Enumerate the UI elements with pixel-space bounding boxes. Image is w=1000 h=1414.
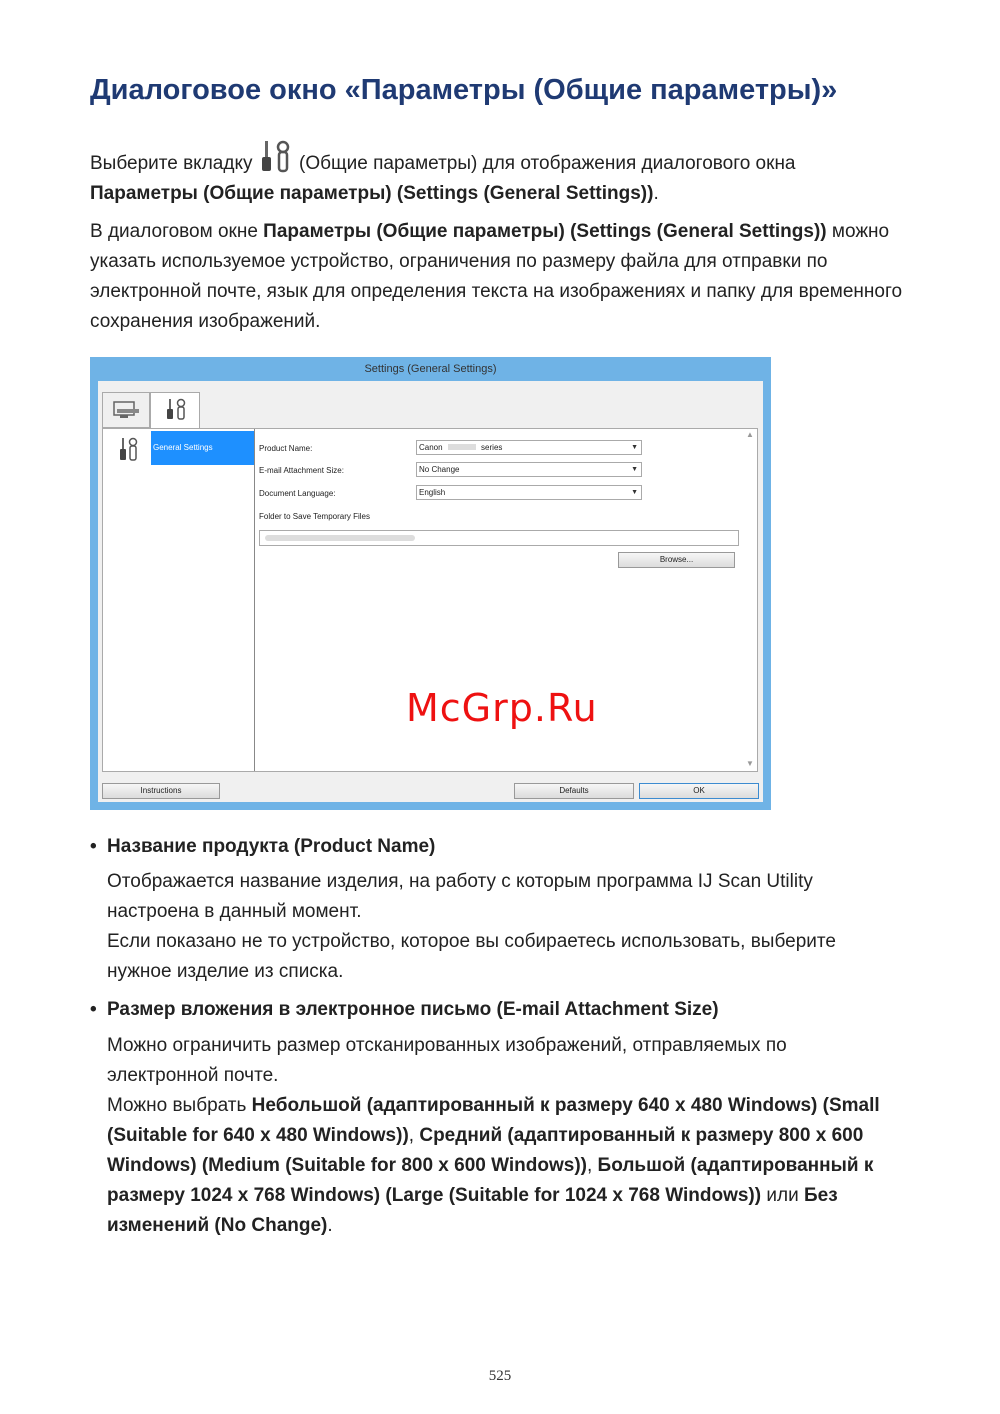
description-paragraph [90,217,910,337]
intro-text-a: Выберите вкладку [90,153,253,174]
product-name-value-a: Canon [419,443,443,452]
settings-dialog [90,357,771,810]
intro-text-b: (Общие параметры) для отображения диалогового окна [299,153,796,174]
end-period: . [327,1215,333,1236]
bullet-body [107,1031,907,1241]
bullet-dot: • [90,836,97,857]
document-language-select[interactable] [416,485,642,500]
folder-label: Folder to Save Temporary Files [259,512,371,521]
dialog-title: Settings (General Settings) [364,363,497,375]
choices-paragraph [107,1091,907,1241]
tools-icon [258,135,294,175]
desc-b: можно указать используемое устройство, ограничения по размеру файла для отправки по электронной почте, язык для определения текста на изображениях и папку для временного сохранения изображений. [90,221,903,332]
document-language-label: Document Language: [259,489,336,498]
body-line: Можно ограничить размер отсканированных изображений, отправляемых по [107,1035,787,1056]
chevron-down-icon: ▼ [631,489,638,496]
body-line: Отображается название изделия, на работу с которым программа IJ Scan Utility [107,871,813,892]
folder-path-field[interactable] [259,530,739,546]
separator: или [761,1185,804,1206]
dialog-client [98,381,763,802]
vertical-scrollbar[interactable] [743,429,757,771]
tools-icon [117,435,141,463]
product-name-select[interactable] [416,440,642,455]
intro-paragraph [90,135,910,209]
body-line: настроена в данный момент. [107,901,362,922]
bullet-dot: • [90,999,97,1020]
tab-scan-settings[interactable] [102,392,150,428]
redacted-model [448,444,476,450]
bullet-title: Название продукта (Product Name) [107,836,436,857]
watermark: McGrp.Ru [406,686,598,730]
page-number: 525 [488,1368,512,1384]
intro-bold: Параметры (Общие параметры) (Settings (General Settings)) [90,183,654,204]
product-name-value-b: series [481,443,503,452]
body-line: Если показано не то устройство, которое вы собираетесь использовать, выберите [107,931,836,952]
email-size-value: No Change [419,465,460,474]
defaults-button[interactable]: Defaults [514,783,634,799]
desc-bold: Параметры (Общие параметры) (Settings (General Settings)) [263,221,827,242]
intro-end: . [653,183,659,204]
chevron-down-icon: ▼ [631,466,638,473]
tools-icon [151,393,199,427]
body-line: нужное изделие из списка. [107,961,344,982]
sidebar-item-general-settings[interactable]: General Settings [151,431,254,465]
chevron-up-icon[interactable]: ▲ [746,430,754,439]
desc-a: В диалоговом окне [90,221,264,242]
document-language-value: English [419,488,446,497]
chevron-down-icon[interactable]: ▼ [746,759,754,768]
bullet-body [107,867,907,987]
redacted-path [265,535,415,541]
settings-sidebar [103,429,255,771]
bullet-product-name [90,836,435,858]
page-title: Диалоговое окно «Параметры (Общие параметры)» [90,74,838,106]
chevron-down-icon: ▼ [631,444,638,451]
option-no-change: Без изменений (No Change) [107,1185,838,1236]
separator: , [408,1125,420,1146]
ok-button[interactable]: OK [639,783,759,799]
email-size-label: E-mail Attachment Size: [259,466,344,475]
bullet-attachment-size [90,999,719,1021]
instructions-button[interactable]: Instructions [102,783,220,799]
separator: , [586,1155,598,1176]
browse-button[interactable]: Browse... [618,552,735,568]
tab-general-settings[interactable] [150,392,200,429]
body-line: электронной почте. [107,1065,279,1086]
product-name-label: Product Name: [259,444,313,453]
option-medium: Средний (адаптированный к размеру 800 x 600 Windows) (Medium (Suitable for 800 x 600 Windows)) [107,1125,864,1176]
scanner-computer-icon [103,393,149,427]
option-large: Большой (адаптированный к размеру 1024 x 768 Windows) (Large (Suitable for 1024 x 768 Windows)) [107,1155,874,1206]
bullet-title: Размер вложения в электронное письмо (E-mail Attachment Size) [107,999,719,1020]
email-size-select[interactable] [416,462,642,477]
choice-intro: Можно выбрать [107,1095,252,1116]
option-small: Небольшой (адаптированный к размеру 640 x 480 Windows) (Small (Suitable for 640 x 480 Windows)) [107,1095,880,1146]
